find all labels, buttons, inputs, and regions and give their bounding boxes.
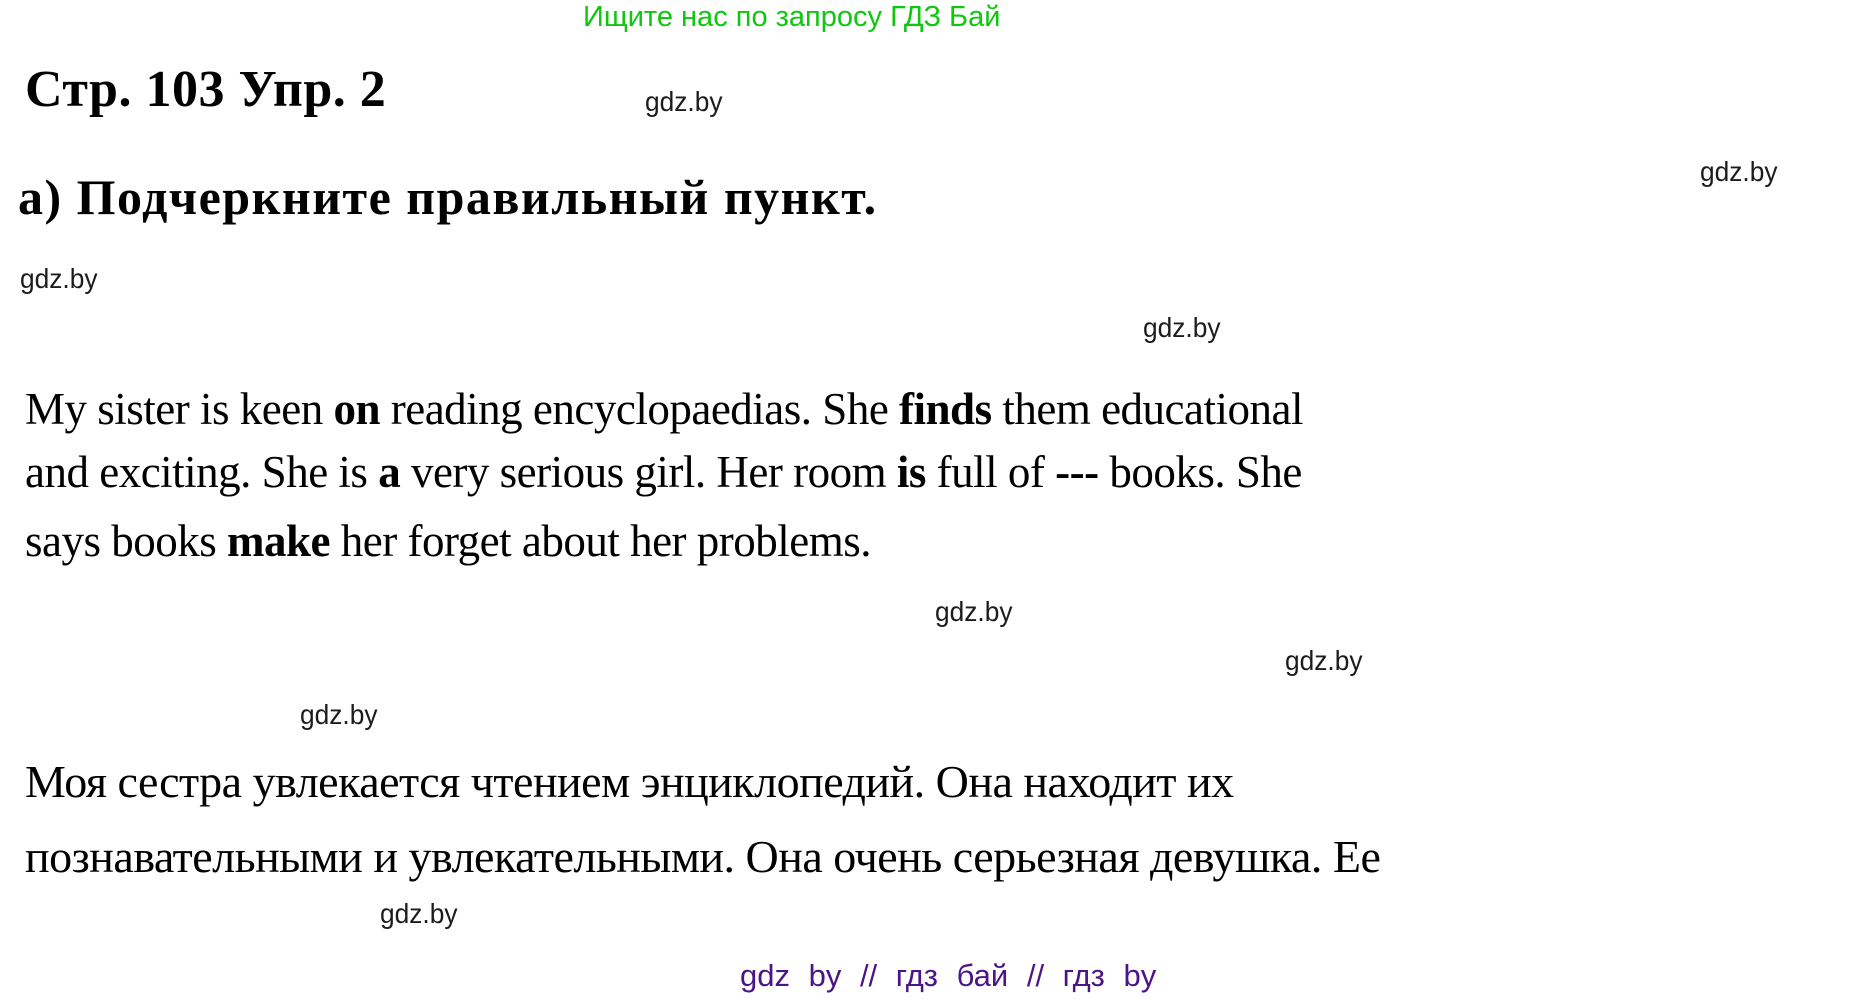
- task-instruction: а) Подчеркните правильный пункт.: [18, 169, 878, 225]
- watermark: gdz.by: [380, 898, 458, 929]
- watermark: gdz.by: [20, 263, 98, 294]
- watermark: gdz.by: [645, 86, 723, 117]
- english-sentence-line-2: and exciting. She is a very serious girl. Her room is full of --- books. She: [25, 447, 1302, 497]
- watermark: gdz.by: [1700, 156, 1778, 187]
- russian-translation-line-2: познавательными и увлекательными. Она очень серьезная девушка. Ее: [25, 831, 1381, 882]
- russian-translation-line-1: Моя сестра увлекается чтением энциклопедий. Она находит их: [25, 756, 1234, 807]
- watermark: gdz.by: [300, 699, 378, 730]
- watermark: gdz.by: [935, 596, 1013, 627]
- watermark: gdz.by: [1143, 312, 1221, 343]
- footer-search-tags: gdz by // гдз бай // гдз by: [740, 958, 1157, 993]
- page-title: Стр. 103 Упр. 2: [25, 61, 387, 118]
- english-sentence-line-1: My sister is keen on reading encyclopaedias. She finds them educational: [25, 384, 1303, 434]
- watermark: gdz.by: [1285, 645, 1363, 676]
- english-sentence-line-3: says books make her forget about her problems.: [25, 516, 872, 566]
- promo-banner: Ищите нас по запросу ГДЗ Бай: [583, 1, 1001, 33]
